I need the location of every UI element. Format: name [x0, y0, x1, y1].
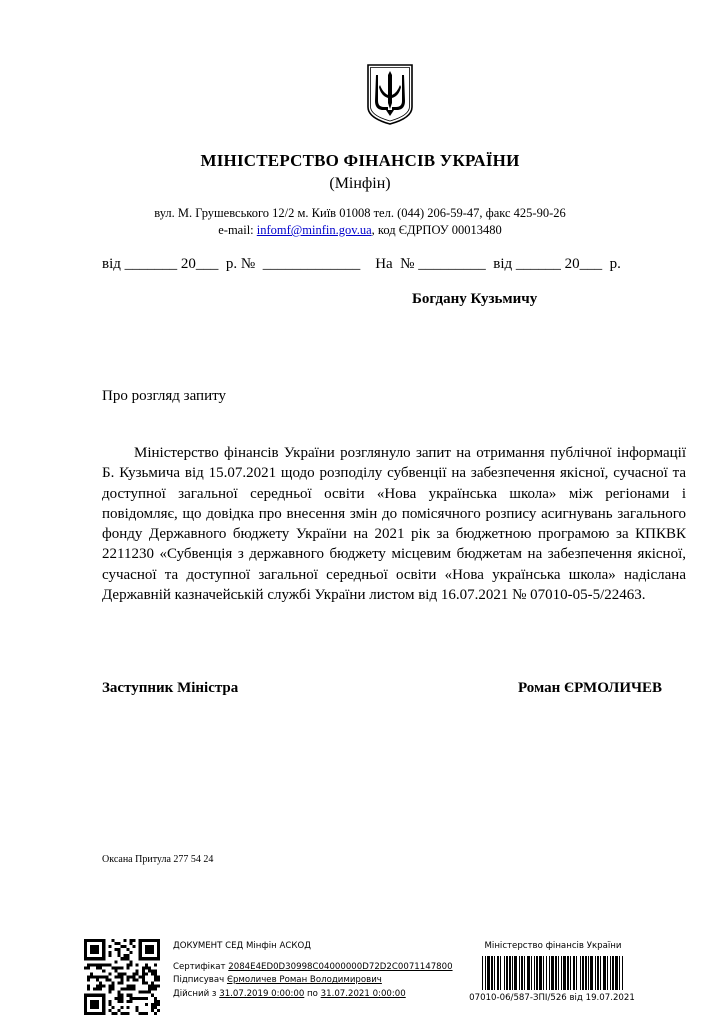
executor-contact: Оксана Притула 277 54 24 [102, 854, 214, 865]
barcode-icon [480, 956, 626, 990]
validity-separator: по [304, 989, 321, 999]
org-short-name: (Мінфін) [329, 175, 391, 192]
validity-label: Дійсний з [173, 989, 220, 999]
tryzub-icon [366, 63, 414, 126]
registration-org: Міністерство фінансів України [484, 941, 622, 951]
certificate-label: Сертифікат [173, 962, 229, 972]
validity-to: 31.07.2021 0:00:00 [320, 989, 406, 999]
addressee: Богдану Кузьмичу [412, 291, 538, 307]
signer-value: Єрмоличев Роман Володимирович [226, 975, 382, 985]
org-contacts [0, 223, 720, 238]
org-name: МІНІСТЕРСТВО ФІНАНСІВ УКРАЇНИ [200, 151, 520, 170]
email-label: e-mail: [218, 223, 257, 237]
signer-line [173, 975, 382, 985]
certificate-line [173, 962, 453, 972]
letter-subject: Про розгляд запиту [102, 388, 226, 404]
reference-line: від _______ 20___ р. № _____________ На № _________ від ______ 20___ р. [102, 256, 621, 272]
validity-line [173, 989, 406, 999]
validity-from: 31.07.2019 0:00:00 [219, 989, 305, 999]
signer-label: Підписувач [173, 975, 227, 985]
signer-name: Роман ЄРМОЛИЧЕВ [518, 680, 663, 696]
registration-number: 07010-06/587-ЗПІ/526 від 19.07.2021 [469, 993, 635, 1003]
signer-position: Заступник Міністра [102, 680, 239, 696]
letter-body: Міністерство фінансів України розглянуло запит на отримання публічної інформації Б. Кузьмича від 15.07.2021 щодо розподілу субвенції на забезпечення якісної, сучасної та доступної загальної середньої освіти «Нова українська школа» між регіонами і повідомляє, що довідка про внесення змін до помісячного розпису асигнувань загального фонду Державного бюджету України на 2021 рік за бюджетною програмою за КПКВК 2211230 «Субвенція з державного бюджету місцевим бюджетам на забезпечення якісної, сучасної та доступної загальної середньої освіти «Нова українська школа» надіслана Державній казначейській службі України листом від 16.07.2021 № 07010-05-5/22463. [102, 445, 686, 604]
certificate-value: 2084E4ED0D30998C04000000D72D2C0071147800 [228, 962, 453, 972]
qr-code-icon [84, 939, 160, 1015]
edrpou-code: , код ЄДРПОУ 00013480 [371, 223, 502, 237]
e-doc-label: ДОКУМЕНТ СЕД Мінфін АСКОД [173, 941, 311, 951]
org-address: вул. М. Грушевського 12/2 м. Київ 01008 тел. (044) 206-59-47, факс 425-90-26 [154, 206, 566, 220]
email-link[interactable]: infomf@minfin.gov.ua [256, 223, 372, 237]
